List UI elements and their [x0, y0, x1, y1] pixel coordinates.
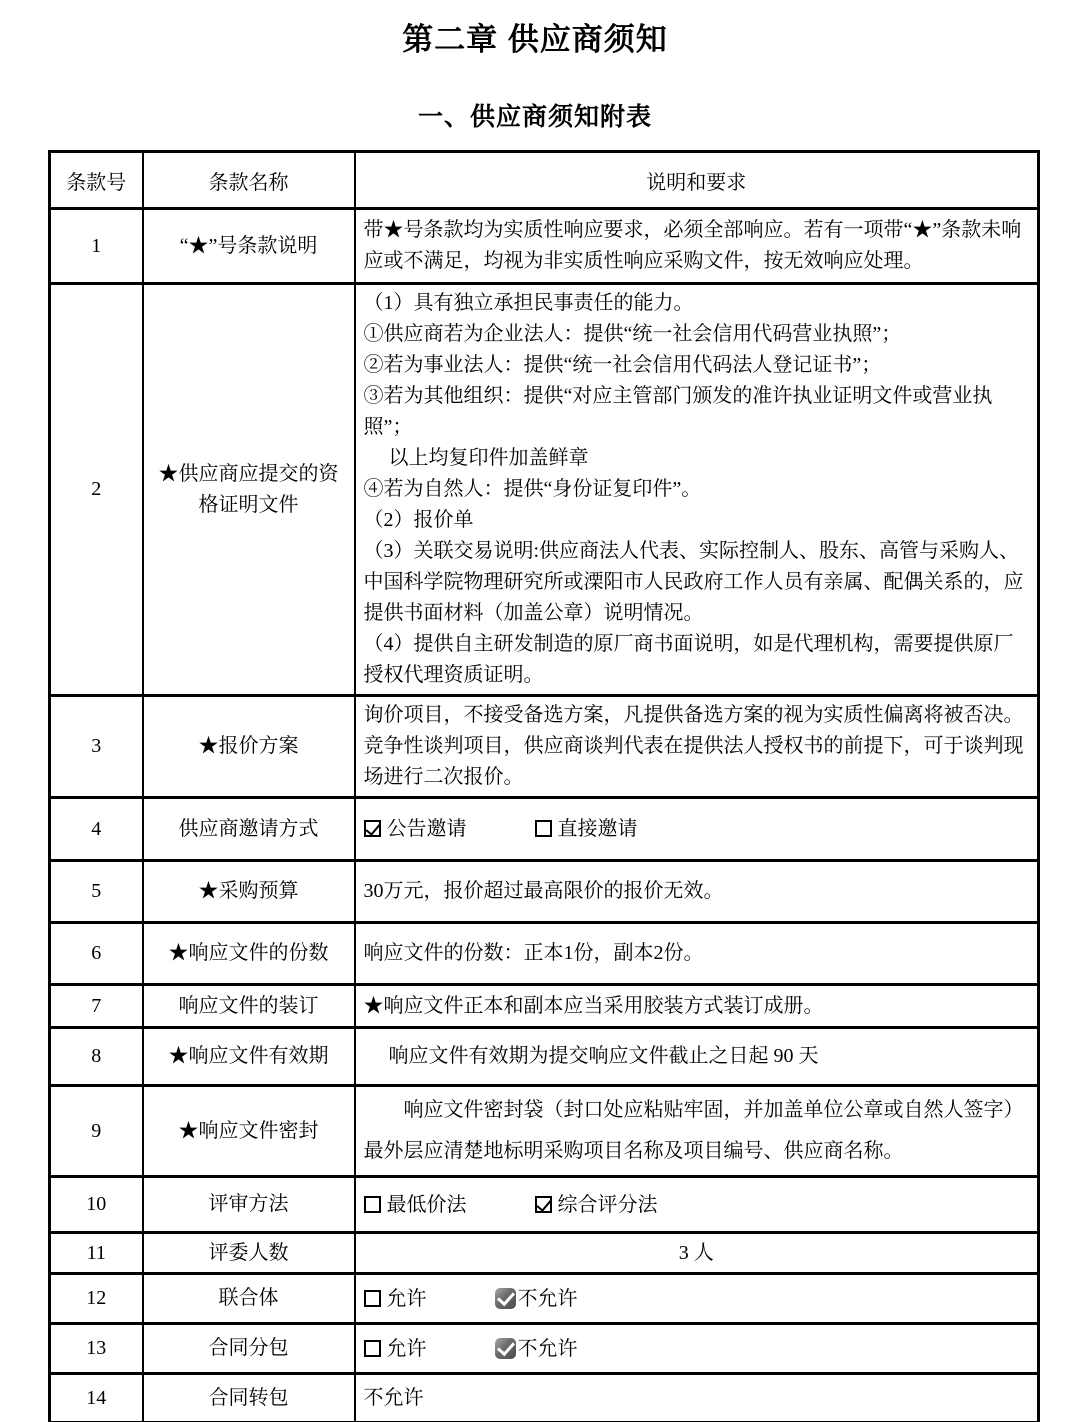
column-header-clause-name: 条款名称	[143, 152, 355, 209]
clause-name-cell: ★供应商应提交的资格证明文件	[143, 284, 355, 696]
checked-checkbox-icon	[364, 820, 381, 837]
clause-number-cell: 3	[50, 696, 143, 798]
gray-check-button-icon	[495, 1338, 516, 1359]
clause-number-cell: 4	[50, 798, 143, 861]
table-row-2	[50, 284, 1039, 696]
clause-number-cell: 9	[50, 1086, 143, 1177]
checkbox-option	[535, 818, 638, 840]
clause-number-cell: 13	[50, 1324, 143, 1374]
table-row-10	[50, 1177, 1039, 1233]
clause-text: ②若为事业法人：提供“统一社会信用代码法人登记证书”；	[363, 354, 882, 376]
clause-name-cell: 响应文件的装订	[143, 985, 355, 1028]
checkbox-label: 最低价法	[386, 1193, 467, 1216]
clause-name-cell: “★”号条款说明	[143, 209, 355, 284]
clause-text: ★响应文件正本和副本应当采用胶装方式装订成册。	[363, 994, 824, 1017]
table-row-12	[50, 1274, 1039, 1324]
checkbox-option	[364, 1338, 427, 1360]
clause-name-cell: ★采购预算	[143, 861, 355, 923]
clause-text: 响应文件密封袋（封口处应粘贴牢固，并加盖单位公章或自然人签字）最外层应清楚地标明采购项目名称及项目编号、供应商名称。	[363, 1099, 1024, 1162]
clause-number-cell: 6	[50, 923, 143, 985]
clause-content-cell	[355, 798, 1039, 861]
clause-text: 不允许	[363, 1386, 424, 1409]
table-row-14	[50, 1374, 1039, 1422]
table-row-7	[50, 985, 1039, 1028]
clause-number-cell: 5	[50, 861, 143, 923]
clause-name-cell: 合同分包	[143, 1324, 355, 1374]
clause-text: 询价项目，不接受备选方案，凡提供备选方案的视为实质性偏离将被否决。竞争性谈判项目，供应商谈判代表在提供法人授权书的前提下，可于谈判现场进行二次报价。	[363, 704, 1024, 788]
checked-checkbox-icon	[535, 1196, 552, 1213]
table-row-4	[50, 798, 1039, 861]
unchecked-checkbox-icon	[364, 1340, 381, 1357]
clause-content-cell	[355, 923, 1039, 985]
clause-content-cell	[355, 1233, 1039, 1274]
table-row-8	[50, 1028, 1039, 1086]
checkbox-option	[535, 1194, 658, 1216]
clause-content-cell	[355, 1028, 1039, 1086]
clause-content-cell	[355, 1177, 1039, 1233]
supplier-notice-table	[48, 150, 1040, 1422]
table-row-11	[50, 1233, 1039, 1274]
checkbox-label: 公告邀请	[386, 818, 467, 840]
clause-text: 响应文件有效期为提交响应文件截止之日起 90 天	[363, 1045, 819, 1067]
clause-number-cell: 1	[50, 209, 143, 284]
checkbox-group	[364, 814, 1030, 844]
clause-content-cell	[355, 284, 1039, 696]
clause-content-cell	[355, 1086, 1039, 1177]
table-row-9	[50, 1086, 1039, 1177]
clause-number-cell: 11	[50, 1233, 143, 1274]
clause-number-cell: 12	[50, 1274, 143, 1324]
checkbox-option	[495, 1338, 578, 1360]
table-row-13	[50, 1324, 1039, 1374]
clause-name-cell: ★响应文件有效期	[143, 1028, 355, 1086]
checkbox-option	[495, 1288, 578, 1310]
checkbox-label: 允许	[386, 1337, 427, 1360]
unchecked-checkbox-icon	[364, 1290, 381, 1307]
clause-text: 带★号条款均为实质性响应要求，必须全部响应。若有一项带“★”条款未响应或不满足，均视为非实质性响应采购文件，按无效响应处理。	[363, 219, 1022, 272]
checkbox-group	[364, 1190, 1030, 1220]
column-header-clause-number: 条款号	[50, 152, 143, 209]
clause-name-cell: ★响应文件密封	[143, 1086, 355, 1177]
unchecked-checkbox-icon	[535, 820, 552, 837]
clause-name-cell: ★报价方案	[143, 696, 355, 798]
clause-text: （4）提供自主研发制造的原厂商书面说明，如是代理机构，需要提供原厂授权代理资质证明。	[363, 633, 1014, 686]
clause-name-cell: 供应商邀请方式	[143, 798, 355, 861]
clause-name-cell: 合同转包	[143, 1374, 355, 1422]
clause-name-cell: 评审方法	[143, 1177, 355, 1233]
checkbox-label: 综合评分法	[557, 1193, 658, 1216]
gray-check-button-icon	[495, 1288, 516, 1309]
clause-text: 响应文件的份数：正本1份，副本2份。	[363, 942, 704, 964]
checkbox-option	[364, 1288, 427, 1310]
clause-content-cell	[355, 985, 1039, 1028]
clause-content-cell	[355, 861, 1039, 923]
checkbox-group	[364, 1334, 1030, 1364]
clause-text: 30万元，报价超过最高限价的报价无效。	[363, 880, 724, 902]
clause-text: 以上均复印件加盖鲜章	[363, 447, 589, 469]
clause-number-cell: 2	[50, 284, 143, 696]
chapter-title: 第二章 供应商须知	[402, 22, 668, 57]
unchecked-checkbox-icon	[364, 1196, 381, 1213]
clause-text: （3）关联交易说明:供应商法人代表、实际控制人、股东、高管与采购人、中国科学院物理研究所或溧阳市人民政府工作人员有亲属、配偶关系的，应提供书面材料（加盖公章）说明情况。	[363, 540, 1024, 624]
checkbox-label: 允许	[386, 1287, 427, 1310]
checkbox-label: 不允许	[517, 1337, 578, 1360]
clause-content-cell	[355, 1274, 1039, 1324]
clause-text: （1）具有独立承担民事责任的能力。	[363, 292, 694, 314]
clause-number-cell: 7	[50, 985, 143, 1028]
clause-number-cell: 14	[50, 1374, 143, 1422]
checkbox-option	[364, 1194, 467, 1216]
checkbox-label: 直接邀请	[557, 818, 638, 840]
clause-name-cell: 评委人数	[143, 1233, 355, 1274]
section-title: 一、供应商须知附表	[417, 103, 652, 131]
clause-number-cell: 10	[50, 1177, 143, 1233]
clause-text: （2）报价单	[363, 509, 474, 531]
clause-name-cell: 联合体	[143, 1274, 355, 1324]
clause-text: ①供应商若为企业法人：提供“统一社会信用代码营业执照”；	[363, 323, 902, 345]
clause-text: ③若为其他组织：提供“对应主管部门颁发的准许执业证明文件或营业执照”；	[363, 385, 993, 438]
table-header-row	[50, 152, 1039, 209]
clause-content-cell	[355, 209, 1039, 284]
table-row-3	[50, 696, 1039, 798]
clause-content-cell	[355, 1324, 1039, 1374]
table-row-5	[50, 861, 1039, 923]
checkbox-group	[364, 1284, 1030, 1314]
clause-content-cell	[355, 696, 1039, 798]
clause-name-cell: ★响应文件的份数	[143, 923, 355, 985]
table-row-6	[50, 923, 1039, 985]
clause-number-cell: 8	[50, 1028, 143, 1086]
clause-text: 3 人	[678, 1241, 714, 1264]
column-header-description: 说明和要求	[355, 152, 1039, 209]
clause-text: ④若为自然人：提供“身份证复印件”。	[363, 478, 702, 500]
checkbox-option	[364, 818, 467, 840]
table-body	[50, 209, 1039, 1422]
clause-content-cell	[355, 1374, 1039, 1422]
table-row-1	[50, 209, 1039, 284]
checkbox-label: 不允许	[517, 1287, 578, 1310]
